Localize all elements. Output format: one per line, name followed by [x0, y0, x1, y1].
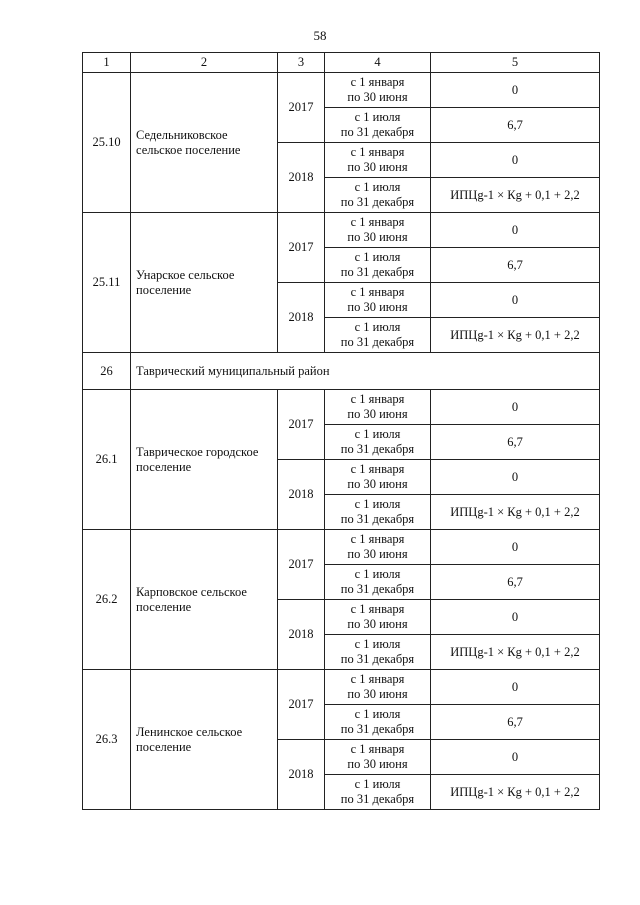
settlement-name-line: Седельниковское: [136, 127, 228, 142]
year-cell: 2017: [278, 390, 325, 460]
period-row: [83, 73, 600, 108]
value-cell: 0: [431, 530, 600, 565]
year-cell: 2018: [278, 143, 325, 213]
period-cell: [325, 460, 431, 495]
period-start: с 1 июля: [354, 637, 401, 651]
value-cell: 0: [431, 283, 600, 318]
period-end: по 30 июня: [347, 407, 408, 421]
settlement-name: [131, 73, 278, 213]
period-end: по 31 декабря: [340, 582, 415, 596]
settlement-number: 26.3: [83, 670, 131, 810]
period-start: с 1 июля: [354, 777, 401, 791]
period-start: с 1 января: [350, 75, 405, 89]
period-end: по 30 июня: [347, 617, 408, 631]
period-cell: [325, 705, 431, 740]
period-cell: [325, 530, 431, 565]
period-cell: [325, 143, 431, 178]
period-end: по 30 июня: [347, 160, 408, 174]
column-number: 3: [278, 53, 325, 73]
period-end: по 30 июня: [347, 757, 408, 771]
period-end: по 31 декабря: [340, 722, 415, 736]
year-cell: 2018: [278, 740, 325, 810]
settlement-name-line: сельское поселение: [136, 142, 241, 157]
settlement-number: 26.1: [83, 390, 131, 530]
period-cell: [325, 670, 431, 705]
period-start: с 1 января: [350, 285, 405, 299]
period-cell: [325, 740, 431, 775]
period-start: с 1 июля: [354, 180, 401, 194]
district-number: 26: [83, 353, 131, 390]
settlement-name: [131, 670, 278, 810]
period-start: с 1 июля: [354, 707, 401, 721]
period-start: с 1 января: [350, 462, 405, 476]
period-end: по 31 декабря: [340, 265, 415, 279]
tariff-table: [82, 52, 600, 810]
period-row: [83, 530, 600, 565]
period-start: с 1 июля: [354, 320, 401, 334]
period-start: с 1 января: [350, 672, 405, 686]
period-cell: [325, 775, 431, 810]
district-name: Таврический муниципальный район: [131, 353, 600, 390]
period-row: [83, 390, 600, 425]
value-cell: 0: [431, 73, 600, 108]
period-cell: [325, 565, 431, 600]
year-cell: 2018: [278, 460, 325, 530]
period-end: по 31 декабря: [340, 652, 415, 666]
period-end: по 30 июня: [347, 90, 408, 104]
period-start: с 1 июля: [354, 567, 401, 581]
period-end: по 31 декабря: [340, 125, 415, 139]
period-start: с 1 июля: [354, 427, 401, 441]
period-cell: [325, 73, 431, 108]
period-start: с 1 января: [350, 532, 405, 546]
value-cell: ИПЦg-1 × Кg + 0,1 + 2,2: [431, 635, 600, 670]
settlement-name-line: Карповское сельское: [136, 584, 247, 599]
period-end: по 31 декабря: [340, 195, 415, 209]
period-end: по 31 декабря: [340, 512, 415, 526]
period-start: с 1 января: [350, 145, 405, 159]
period-end: по 31 декабря: [340, 792, 415, 806]
period-start: с 1 января: [350, 215, 405, 229]
period-cell: [325, 600, 431, 635]
value-cell: 0: [431, 390, 600, 425]
period-end: по 30 июня: [347, 547, 408, 561]
settlement-name: [131, 530, 278, 670]
period-cell: [325, 178, 431, 213]
value-cell: 0: [431, 670, 600, 705]
page-number: 58: [313, 28, 327, 43]
column-number-row: [83, 53, 600, 73]
period-cell: [325, 283, 431, 318]
year-cell: 2017: [278, 670, 325, 740]
value-cell: 6,7: [431, 248, 600, 283]
value-cell: 6,7: [431, 705, 600, 740]
period-end: по 30 июня: [347, 230, 408, 244]
settlement-name-line: поселение: [136, 739, 192, 754]
value-cell: 6,7: [431, 565, 600, 600]
settlement-name-line: Унарское сельское: [136, 267, 235, 282]
period-start: с 1 июля: [354, 497, 401, 511]
year-cell: 2017: [278, 213, 325, 283]
column-number: 2: [131, 53, 278, 73]
period-row: [83, 670, 600, 705]
value-cell: ИПЦg-1 × Кg + 0,1 + 2,2: [431, 178, 600, 213]
value-cell: ИПЦg-1 × Кg + 0,1 + 2,2: [431, 775, 600, 810]
period-start: с 1 января: [350, 742, 405, 756]
column-number: 5: [431, 53, 600, 73]
period-end: по 30 июня: [347, 300, 408, 314]
settlement-name: [131, 390, 278, 530]
year-cell: 2017: [278, 73, 325, 143]
settlement-name-line: поселение: [136, 459, 192, 474]
period-end: по 31 декабря: [340, 335, 415, 349]
year-cell: 2018: [278, 283, 325, 353]
period-cell: [325, 318, 431, 353]
value-cell: ИПЦg-1 × Кg + 0,1 + 2,2: [431, 495, 600, 530]
period-cell: [325, 425, 431, 460]
period-start: с 1 июля: [354, 250, 401, 264]
value-cell: 0: [431, 460, 600, 495]
period-start: с 1 июля: [354, 110, 401, 124]
settlement-name-line: Ленинское сельское: [136, 724, 243, 739]
settlement-name-line: Таврическое городское: [136, 444, 259, 459]
period-end: по 31 декабря: [340, 442, 415, 456]
period-cell: [325, 495, 431, 530]
column-number: 4: [325, 53, 431, 73]
year-cell: 2018: [278, 600, 325, 670]
period-cell: [325, 635, 431, 670]
value-cell: ИПЦg-1 × Кg + 0,1 + 2,2: [431, 318, 600, 353]
period-end: по 30 июня: [347, 687, 408, 701]
period-start: с 1 января: [350, 392, 405, 406]
period-start: с 1 января: [350, 602, 405, 616]
value-cell: 6,7: [431, 425, 600, 460]
settlement-number: 26.2: [83, 530, 131, 670]
settlement-name: [131, 213, 278, 353]
value-cell: 0: [431, 143, 600, 178]
period-row: [83, 213, 600, 248]
period-cell: [325, 213, 431, 248]
year-cell: 2017: [278, 530, 325, 600]
value-cell: 0: [431, 600, 600, 635]
value-cell: 0: [431, 740, 600, 775]
district-row: [83, 353, 600, 390]
period-end: по 30 июня: [347, 477, 408, 491]
period-cell: [325, 108, 431, 143]
value-cell: 0: [431, 213, 600, 248]
settlement-number: 25.11: [83, 213, 131, 353]
period-cell: [325, 248, 431, 283]
column-number: 1: [83, 53, 131, 73]
settlement-number: 25.10: [83, 73, 131, 213]
settlement-name-line: поселение: [136, 599, 192, 614]
period-cell: [325, 390, 431, 425]
settlement-name-line: поселение: [136, 282, 192, 297]
table-body: [83, 53, 600, 810]
value-cell: 6,7: [431, 108, 600, 143]
